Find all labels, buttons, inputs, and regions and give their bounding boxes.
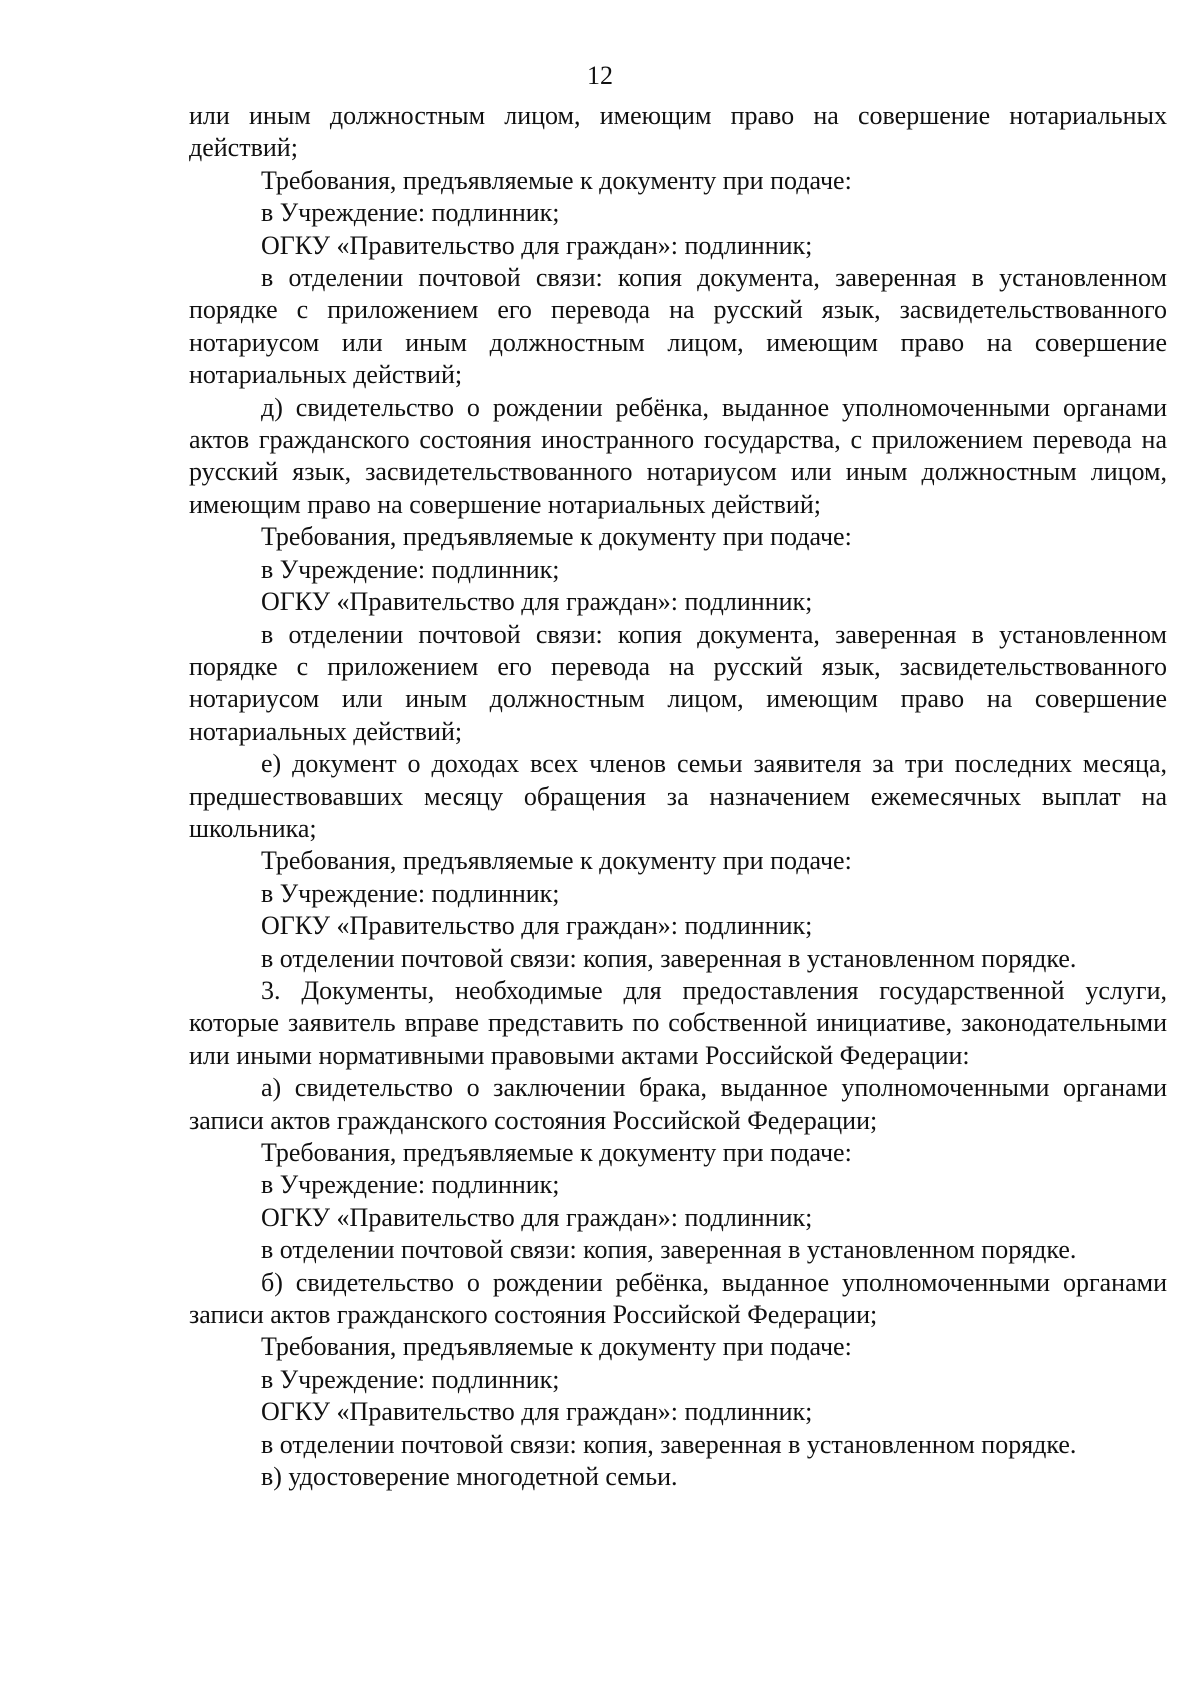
paragraph: в Учреждение: подлинник; — [261, 1364, 560, 1394]
paragraph: Требования, предъявляемые к документу при подаче: — [261, 1332, 852, 1362]
paragraph: в отделении почтовой связи: копия, заверенная в установленном порядке. — [261, 943, 1077, 973]
paragraph: 3. Документы, необходимые для предоставления государственной услуги, которые заявитель вправе представить по собственной инициативе, законодательными или иными нормативными правовыми актами Российской Федерации: — [189, 975, 1167, 1070]
paragraph: или иным должностным лицом, имеющим право на совершение нотариальных действий; — [189, 101, 1167, 163]
paragraph: б) свидетельство о рождении ребёнка, выданное уполномоченными органами записи актов гражданского состояния Российской Федерации; — [189, 1267, 1167, 1330]
paragraph: Требования, предъявляемые к документу при подаче: — [261, 165, 852, 195]
paragraph: в Учреждение: подлинник; — [261, 198, 560, 228]
paragraph: е) документ о доходах всех членов семьи заявителя за три последних месяца, предшествовавших месяцу обращения за назначением ежемесячных выплат на школьника; — [189, 749, 1167, 843]
paragraph: д) свидетельство о рождении ребёнка, выданное уполномоченными органами актов гражданского состояния иностранного государства, с приложением перевода на русский язык, засвидетельствованного нотариусом или иным должностным лицом, имеющим право на совершение нотариальных действий; — [189, 392, 1167, 519]
page-number: 12 — [587, 61, 613, 90]
paragraph: ОГКУ «Правительство для граждан»: подлинник; — [261, 1202, 813, 1232]
paragraph: в Учреждение: подлинник; — [261, 554, 560, 584]
paragraph: Требования, предъявляемые к документу при подаче: — [261, 846, 852, 876]
paragraph: Требования, предъявляемые к документу при подаче: — [261, 522, 852, 552]
paragraph: в отделении почтовой связи: копия документа, заверенная в установленном порядке с приложением его перевода на русский язык, засвидетельствованного нотариусом или иным должностным лицом, имеющим право на совершение нотариальных действий; — [189, 619, 1167, 746]
paragraph: Требования, предъявляемые к документу при подаче: — [261, 1138, 852, 1167]
paragraph: в отделении почтовой связи: копия, заверенная в установленном порядке. — [261, 1235, 1077, 1265]
paragraph: в Учреждение: подлинник; — [261, 1170, 560, 1200]
paragraph: в отделении почтовой связи: копия, заверенная в установленном порядке. — [261, 1429, 1077, 1459]
paragraph: ОГКУ «Правительство для граждан»: подлинник; — [261, 587, 813, 617]
paragraph: в) удостоверение многодетной семьи. — [261, 1462, 678, 1492]
paragraph: ОГКУ «Правительство для граждан»: подлинник; — [261, 230, 813, 260]
paragraph: а) свидетельство о заключении брака, выданное уполномоченными органами записи актов гражданского состояния Российской Федерации; — [189, 1073, 1167, 1135]
paragraph: в Учреждение: подлинник; — [261, 878, 560, 908]
document-body — [189, 100, 1167, 1493]
paragraph: ОГКУ «Правительство для граждан»: подлинник; — [261, 1397, 813, 1427]
paragraph: в отделении почтовой связи: копия документа, заверенная в установленном порядке с приложением его перевода на русский язык, засвидетельствованного нотариусом или иным должностным лицом, имеющим право на совершение нотариальных действий; — [189, 263, 1167, 390]
paragraph: ОГКУ «Правительство для граждан»: подлинник; — [261, 911, 813, 941]
